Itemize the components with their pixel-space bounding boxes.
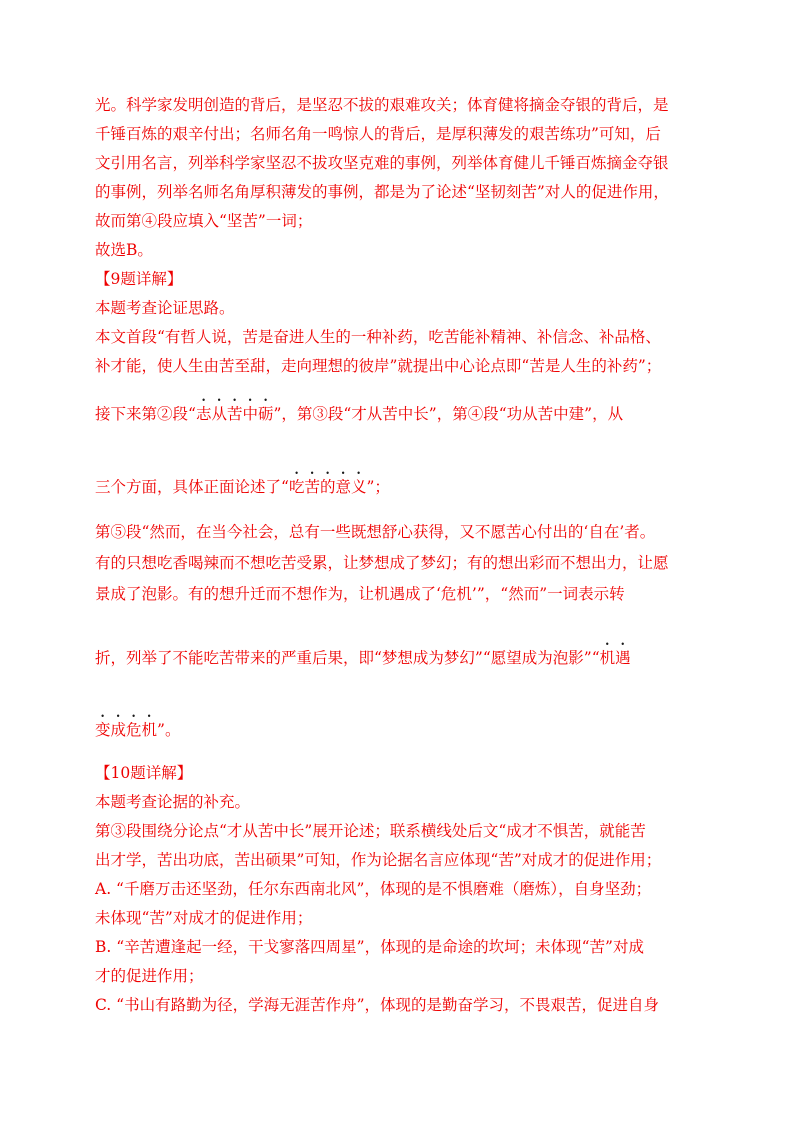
- text-line: [95, 241, 715, 260]
- text-line: [95, 640, 715, 668]
- text-line: [95, 357, 715, 376]
- emphasized-text: 变成危机: [95, 721, 158, 739]
- text-line: [95, 851, 715, 870]
- text-segment: 文引用名言，列举科学家坚忍不拔攻坚克难的事例，列举体育健儿千锤百炼摘金夺银: [95, 154, 669, 172]
- text-segment: 故而第④段应填入“坚苦”一词；: [95, 212, 313, 230]
- text-line: [95, 764, 715, 783]
- text-segment: 补才能，使人生由苦至甜，走向理想的彼岸”就提出中心论点即“苦是人生的补药”；: [95, 357, 662, 375]
- text-segment: 未体现“苦”对成才的促进作用；: [95, 909, 313, 927]
- text-line: [95, 125, 715, 144]
- text-segment: 本文首段“有哲人说，苦是奋进人生的一种补药，吃苦能补精神、补信念、补品格、: [95, 328, 661, 346]
- text-segment: ”。: [157, 721, 181, 739]
- text-segment: 第③段围绕分论点“才从苦中长”展开论述；联系横线处后文“成才不惧苦，就能苦: [95, 822, 646, 840]
- text-line: [95, 793, 715, 812]
- text-segment: 光。科学家发明创造的背后，是坚忍不拔的艰难攻关；体育健将摘金夺银的背后，是: [95, 96, 669, 114]
- text-segment: C. “书山有路勤为径，学海无涯苦作舟”，体现的是勤奋学习，不畏艰苦，促进自身: [95, 996, 660, 1014]
- text-line: [95, 967, 715, 986]
- text-segment: 千锤百炼的艰辛付出；名师名角一鸣惊人的背后，是厚积薄发的艰苦练功”可知，后: [95, 125, 661, 143]
- text-segment: 【10题详解】: [95, 764, 193, 782]
- text-line: [95, 183, 715, 202]
- text-line: [95, 299, 715, 318]
- text-line: [95, 212, 715, 231]
- text-line: [95, 554, 715, 573]
- text-segment: ”；: [366, 478, 390, 496]
- emphasized-text: 志从苦中砺: [195, 405, 274, 423]
- text-segment: 本题考查论证思路。: [95, 299, 235, 317]
- text-segment: 接下来第②段“: [95, 405, 196, 423]
- text-segment: 本题考查论据的补充。: [95, 793, 251, 811]
- text-line: [95, 938, 715, 957]
- text-line: [95, 523, 715, 542]
- text-segment: 才的促进作用；: [95, 967, 204, 985]
- text-line: [95, 96, 715, 115]
- text-line: [95, 396, 715, 424]
- text-line: [95, 469, 715, 497]
- text-line: [95, 712, 715, 740]
- text-line: [95, 880, 715, 899]
- text-line: [95, 822, 715, 841]
- text-segment: 折，列举了不能吃苦带来的严重后果，即“梦想成为梦幻”“愿望成为泡影”“: [95, 649, 600, 667]
- text-line: [95, 270, 715, 289]
- text-segment: 第⑤段“然而，在当今社会，总有一些既想舒心获得，又不愿苦心付出的‘自在’者。: [95, 523, 656, 541]
- text-segment: 故选B。: [95, 241, 153, 259]
- text-line: [95, 909, 715, 928]
- text-segment: ”，第③段“才从苦中长”，第④段“功从苦中建”，从: [273, 405, 624, 423]
- text-line: [95, 996, 715, 1015]
- text-segment: A. “千磨万击还坚劲，任尔东西南北风”，体现的是不惧磨难（磨炼），自身坚劲；: [95, 880, 652, 898]
- text-line: [95, 154, 715, 173]
- text-segment: 有的只想吃香喝辣而不想吃苦受累，让梦想成了梦幻；有的想出彩而不想出力，让愿: [95, 554, 669, 572]
- text-segment: 出才学，苦出功底，苦出硕果”可知，作为论据名言应体现“苦”对成才的促进作用；: [95, 851, 662, 869]
- text-segment: 的事例，列举名师名角厚积薄发的事例，都是为了论述“坚韧刻苦”对人的促进作用，: [95, 183, 669, 201]
- document-body: [95, 96, 715, 1015]
- emphasized-text: 机遇: [599, 649, 631, 667]
- text-segment: 【9题详解】: [95, 270, 183, 288]
- text-segment: 三个方面，具体正面论述了“: [95, 478, 289, 496]
- text-segment: 景成了泡影。有的想升迁而不想作为，让机遇成了‘危机’”，“然而”一词表示转: [95, 585, 625, 603]
- emphasized-text: 吃苦的意义: [288, 478, 367, 496]
- text-line: [95, 328, 715, 347]
- text-line: [95, 585, 715, 604]
- text-segment: B. “辛苦遭逢起一经，干戈寥落四周星”，体现的是命途的坎坷；未体现“苦”对成: [95, 938, 644, 956]
